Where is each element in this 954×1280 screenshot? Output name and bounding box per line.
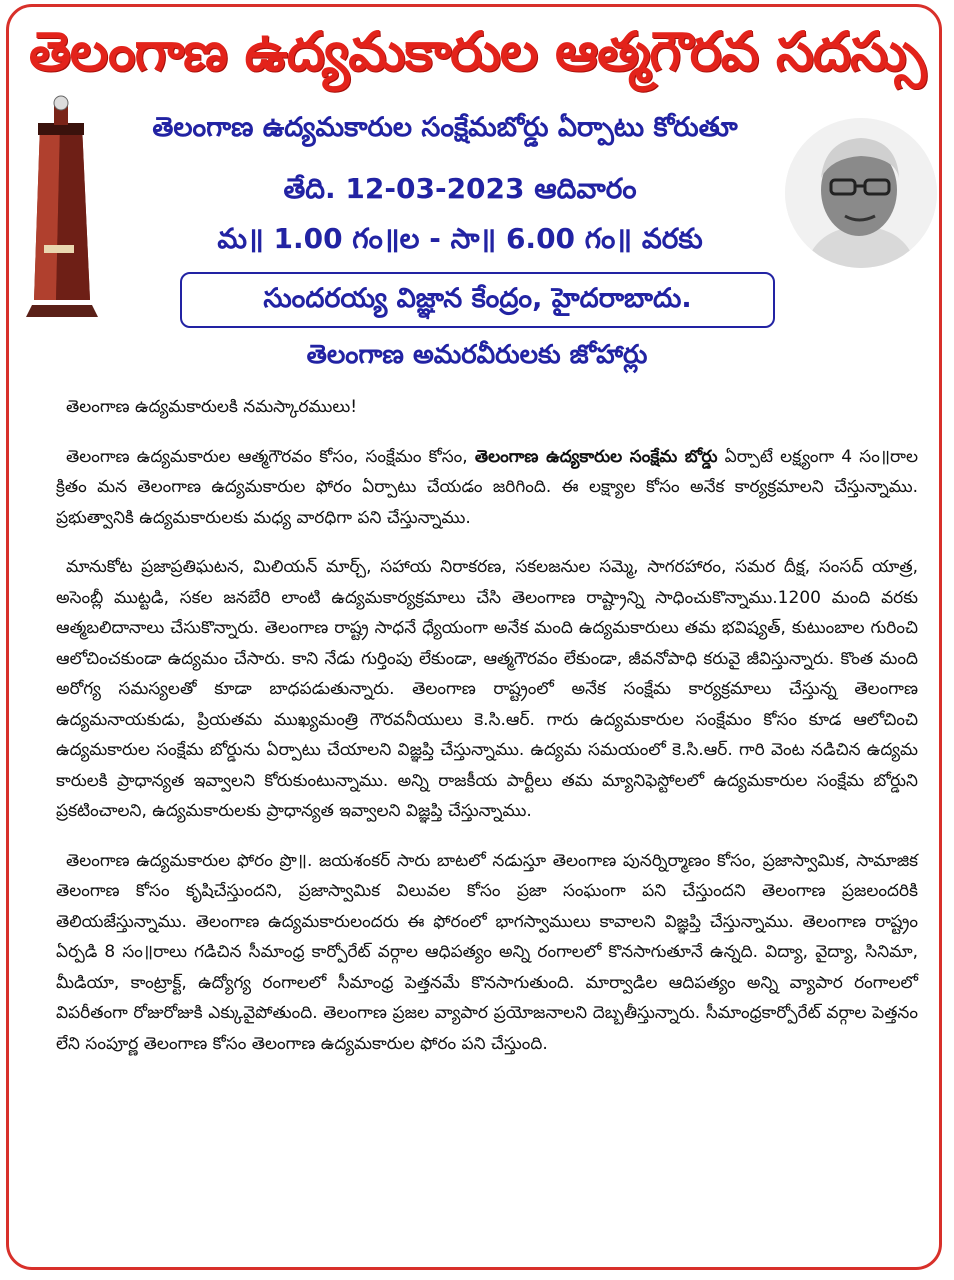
body-text bbox=[56, 392, 918, 1078]
portrait-figure bbox=[785, 118, 937, 268]
page-title: తెలంగాణ ఉద్యమకారుల ఆత్మగౌరవ సదస్సు bbox=[28, 20, 926, 83]
paragraph-1-rest: ఏర్పాటే లక్ష్యంగా 4 సం॥రాల క్రితం మన తెలంగాణ ఉద్యమకారుల ఫోరం ఏర్పాటు చేయడం జరిగింది. ఈ లక్ష్యాల కోసం అనేక కార్యక్రమాలని చేస్తున్నాము. ప్రభుత్వానికి ఉద్యమకారులకు మధ్య వారధిగా పని చేస్తున్నాము. bbox=[56, 446, 918, 528]
tribute-heading: తెలంగాణ అమరవీరులకు జోహార్లు bbox=[306, 340, 648, 370]
paragraph-1-bold: తెలంగాణ ఉద్యకారుల సంక్షేమ బోర్డు bbox=[474, 446, 718, 467]
subtitle: తెలంగాణ ఉద్యమకారుల సంక్షేమబోర్డు ఏర్పాటు కోరుతూ bbox=[152, 112, 738, 143]
greeting-text: తెలంగాణ ఉద్యమకారులకి నమస్కారములు! bbox=[66, 397, 358, 417]
paragraph-1-start: తెలంగాణ ఉద్యమకారుల ఆత్మగౌరవం కోసం, సంక్షేమం కోసం, bbox=[66, 446, 475, 467]
portrait-image bbox=[785, 118, 937, 268]
greeting bbox=[56, 392, 918, 423]
paragraph-3 bbox=[56, 846, 918, 1060]
paragraph-1 bbox=[56, 442, 918, 534]
paragraph-3-text: తెలంగాణ ఉద్యమకారుల ఫోరం ప్రొ॥. జయశంకర్ సారు బాటలో నడుస్తూ తెలంగాణ పునర్నిర్మాణం కోసం, ప్రజాస్వామిక, సామాజిక తెలంగాణ కోసం కృషిచేస్తుందని, ప్రజాస్వామిక విలువల కోసం ప్రజా సంఘంగా పని చేస్తుందని తెలంగాణ ప్రజలందరికి తెలియజేస్తున్నాము. తెలంగాణ ఉద్యమకారులందరు ఈ ఫోరంలో భాగస్వాములు కావాలని విజ్ఞప్తి చేస్తున్నాము. తెలంగాణ రాష్ట్రం ఏర్పడి 8 సం॥రాలు గడిచిన సీమాంధ్ర కార్పోరేట్ వర్గాల ఆధిపత్యం అన్ని రంగాలలో కొనసాగుతూనే ఉన్నది. విద్యా, వైద్యా, సినిమా, మీడియా, కాంట్రాక్ట్, ఉద్యోగ్య రంగాలలో సీమాంధ్ర పెత్తనమే కొనసాగుతుంది. మార్వాడిల ఆదిపత్యం అన్ని వ్యాపార రంగాలలో విపరీతంగా రోజురోజుకి ఎక్కువైపోతుంది. తెలంగాణ ప్రజల వ్యాపార ప్రయోజనాలని దెబ్బతీస్తున్నారు. సీమాంధ్రకార్పోరేట్ వర్గాల పెత్తనం లేని సంపూర్ణ తెలంగాణ కోసం తెలంగాణ ఉద్యమకారుల ఫోరం పని చేస్తుంది. bbox=[56, 850, 918, 1054]
paragraph-2 bbox=[56, 552, 918, 827]
venue-text: సుందరయ్య విజ్ఞాన కేంద్రం, హైదరాబాదు. bbox=[263, 283, 692, 314]
event-date: తేది. 12-03-2023 ఆదివారం bbox=[283, 172, 637, 205]
paragraph-2-text: మానుకోట ప్రజాప్రతిఘటన, మిలియన్ మార్చ్, సహాయ నిరాకరణ, సకలజనుల సమ్మె, సాగరహారం, సమర దీక్ష, సంసద్ యాత్ర, అసెంబ్లీ ముట్టడి, సకల జనబేరి లాంటి ఉద్యమకార్యక్రమాలు చేసి తెలంగాణ రాష్ట్రాన్ని సాధించుకొన్నాము.1200 మంది వరకు ఆత్మబలిదానాలు చేసుకొన్నారు. తెలంగాణ రాష్ట్ర సాధనే ధ్యేయంగా అనేక మంది ఉద్యమకారులు తమ భవిష్యత్, కుటుంబాల గురించి ఆలోచించకుండా ఉద్యమం చేసారు. కాని నేడు గుర్తింపు లేకుండా, ఆత్మగౌరవం లేకుండా, జీవనోపాధి కరువై జీవిస్తున్నారు. కొంత మంది అరోగ్య సమస్యలతో కూడా బాధపడుతున్నారు. తెలంగాణ రాష్ట్రంలో అనేక సంక్షేమ కార్యక్రమాలు చేస్తున్న తెలంగాణ ఉద్యమనాయకుడు, ప్రియతమ ముఖ్యమంత్రి గౌరవనీయులు కె.సి.ఆర్. గారు ఉద్యమకారుల సంక్షేమం కోసం కూడ ఆలోచించి ఉద్యమకారుల సంక్షేమ బోర్డును ఏర్పాటు చేయాలని విజ్ఞప్తి చేస్తున్నాము. ఉద్యమ సమయంలో కె.సి.ఆర్. గారి వెంట నడిచిన ఉద్యమ కారులకి ప్రాధాన్యత ఇవ్వాలని కోరుకుంటున్నాము. అన్ని రాజకీయ పార్టీలు తమ మ్యానిఫెస్టోలలో ఉద్యమకారుల సంక్షేమ బోర్డుని ప్రకటించాలని, ఉద్యమకారులకు ప్రాధాన్యత ఇవ్వాలని విజ్ఞప్తి చేస్తున్నాము. bbox=[56, 557, 918, 821]
venue-box bbox=[180, 272, 775, 328]
event-time: మ॥ 1.00 గం॥ల - సా॥ 6.00 గం॥ వరకు bbox=[217, 222, 703, 255]
